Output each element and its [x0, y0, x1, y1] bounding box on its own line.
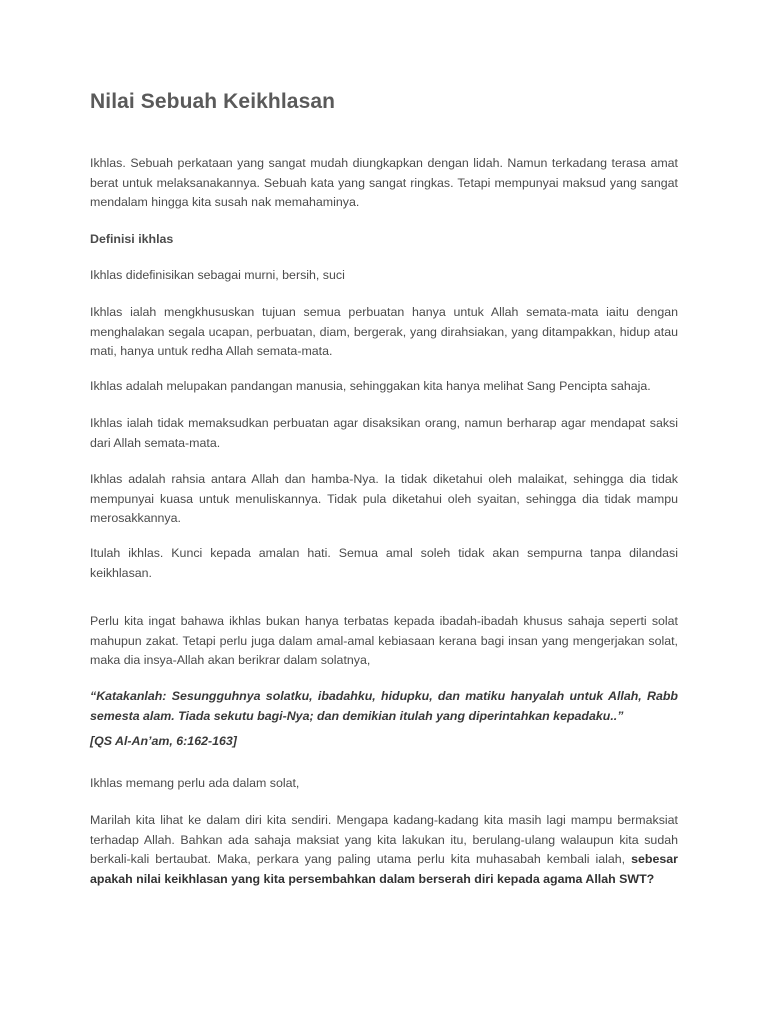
definition-paragraph-2: Ikhlas ialah mengkhususkan tujuan semua perbuatan hanya untuk Allah semata-mata iaitu dengan menghalakan segala ucapan, perbuatan, diam, bergerak, yang dirahsiakan, yang ditampakkan, hidup atau mati, hanya untuk redha Allah semata-mata.: [90, 305, 678, 359]
quote-text: “Katakanlah: Sesungguhnya solatku, ibadahku, hidupku, dan matiku hanyalah untuk Allah, Rabb semesta alam. Tiada sekutu bagi-Nya; dan demikian itulah yang diperintahkan kepadaku..”: [90, 689, 678, 723]
quote-source: [QS Al-An’am, 6:162-163]: [90, 734, 237, 748]
solat-paragraph: Ikhlas memang perlu ada dalam solat,: [90, 776, 300, 790]
conclusion-paragraph: Itulah ikhlas. Kunci kepada amalan hati. Semua amal soleh tidak akan sempurna tanpa dilandasi keikhlasan.: [90, 546, 678, 580]
intro-paragraph: Ikhlas. Sebuah perkataan yang sangat mudah diungkapkan dengan lidah. Namun terkadang terasa amat berat untuk melaksanakannya. Sebuah kata yang sangat ringkas. Tetapi mempunyai maksud yang sangat mendalam hingga kita susah nak memahaminya.: [90, 156, 678, 210]
reminder-paragraph: Perlu kita ingat bahawa ikhlas bukan hanya terbatas kepada ibadah-ibadah khusus sahaja seperti solat mahupun zakat. Tetapi perlu juga dalam amal-amal kebiasaan kerana bagi insan yang mengerjakan solat, maka dia insya-Allah akan berikrar dalam solatnya,: [90, 614, 678, 668]
closing-text: Marilah kita lihat ke dalam diri kita sendiri. Mengapa kadang-kadang kita masih lagi mampu bermaksiat terhadap Allah. Bahkan ada sahaja maksiat yang kita lakukan itu, berulang-ulang walaupun kita sudah berkali-kali bertaubat. Maka, perkara yang paling utama perlu kita muhasabah kembali ialah,: [90, 813, 678, 867]
closing-bold-text: sebesar apakah nilai keikhlasan yang kita persembahkan dalam berserah diri kepada agama Allah SWT?: [90, 852, 678, 886]
definition-paragraph-3: Ikhlas adalah melupakan pandangan manusia, sehinggakan kita hanya melihat Sang Pencipta sahaja.: [90, 379, 651, 393]
document-title: Nilai Sebuah Keikhlasan: [90, 90, 336, 113]
closing-paragraph: [90, 811, 678, 889]
definition-paragraph-1: Ikhlas didefinisikan sebagai murni, bersih, suci: [90, 268, 345, 282]
definition-heading: Definisi ikhlas: [90, 232, 174, 246]
definition-paragraph-4: Ikhlas ialah tidak memaksudkan perbuatan agar disaksikan orang, namun berharap agar mendapat saksi dari Allah semata-mata.: [90, 416, 678, 450]
definition-paragraph-5: Ikhlas adalah rahsia antara Allah dan hamba-Nya. Ia tidak diketahui oleh malaikat, sehingga dia tidak mempunyai kuasa untuk menuliskannya. Tidak pula diketahui oleh syaitan, sehingga dia tidak mampu merosakkannya.: [90, 472, 678, 526]
